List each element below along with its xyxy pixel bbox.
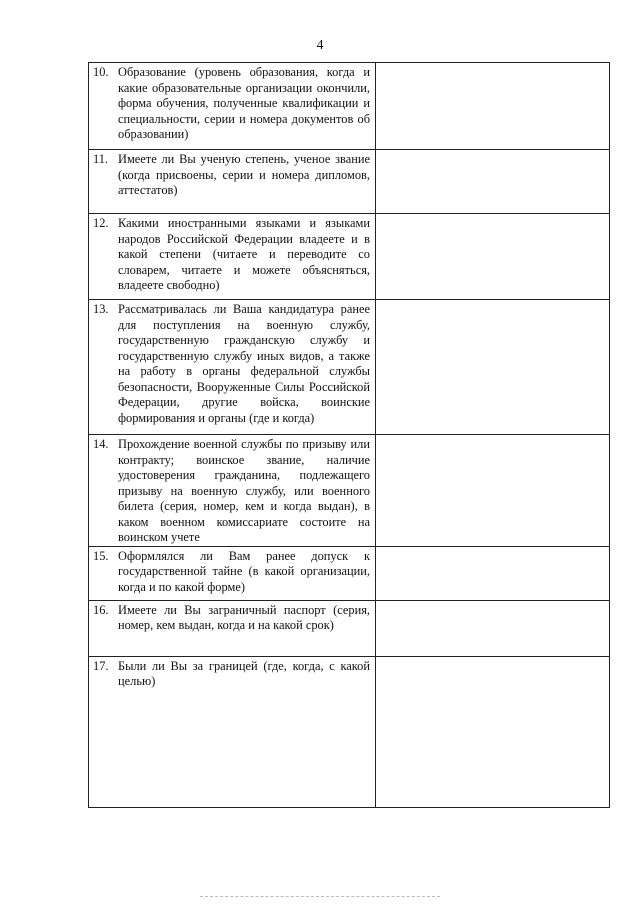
question-cell [89, 150, 376, 214]
answer-cell[interactable] [376, 546, 610, 600]
table-row [89, 63, 610, 150]
question-text: Прохождение военной службы по призыву или контракту; воинское звание, наличие удостоверения гражданина, подлежащего призыву на военную службу, или военного билета (серия, номер, кем и когда выдан), в каком военном комиссариате состоите на воинском учете [118, 437, 370, 544]
table-row [89, 656, 610, 807]
table-row [89, 300, 610, 435]
question-cell [89, 600, 376, 656]
answer-cell[interactable] [376, 63, 610, 150]
question-cell [89, 546, 376, 600]
scan-edge-line [200, 896, 440, 897]
answer-cell[interactable] [376, 435, 610, 547]
answer-cell[interactable] [376, 600, 610, 656]
answer-cell[interactable] [376, 656, 610, 807]
question-number: 16. [93, 602, 109, 617]
question-text: Рассматривалась ли Ваша кандидатура ранее для поступления на военную службу, государственную гражданскую службу и государственную службу иных видов, а также на работу в органы федеральной службы безопасности, Вооруженные Силы Российской Федерации, другие войска, воинские формирования и органы (где и когда) [118, 302, 370, 425]
question-text: Образование (уровень образования, когда и какие образовательные организации окончили, форма обучения, полученные квалификации и специальности, серии и номера документов об образовании) [118, 65, 370, 141]
table-row [89, 600, 610, 656]
question-cell [89, 214, 376, 300]
question-text: Имеете ли Вы ученую степень, ученое звание (когда присвоены, серии и номера дипломов, аттестатов) [118, 152, 370, 197]
question-number: 17. [93, 658, 109, 673]
question-number: 11. [93, 152, 109, 166]
question-number: 10. [93, 65, 109, 79]
table-row [89, 214, 610, 300]
question-cell [89, 300, 376, 435]
question-text: Оформлялся ли Вам ранее допуск к государственной тайне (в какой организации, когда и по какой форме) [118, 548, 370, 594]
answer-cell[interactable] [376, 150, 610, 214]
question-cell [89, 656, 376, 807]
question-text: Были ли Вы за границей (где, когда, с какой целью) [118, 658, 370, 688]
answer-cell[interactable] [376, 300, 610, 435]
page-number: 4 [316, 38, 324, 53]
question-number: 13. [93, 302, 109, 316]
table-row [89, 150, 610, 214]
question-number: 12. [93, 216, 109, 230]
question-number: 15. [93, 548, 109, 563]
question-cell [89, 435, 376, 547]
table-row [89, 546, 610, 600]
question-text: Какими иностранными языками и языками народов Российской Федерации владеете и в какой степени (читаете и переводите со словарем, читаете и можете объясняться, владеете свободно) [118, 216, 370, 292]
question-text: Имеете ли Вы заграничный паспорт (серия, номер, кем выдан, когда и на какой срок) [118, 602, 370, 632]
questionnaire-table [88, 62, 610, 808]
question-number: 14. [93, 437, 109, 451]
table-row [89, 435, 610, 547]
question-cell [89, 63, 376, 150]
answer-cell[interactable] [376, 214, 610, 300]
